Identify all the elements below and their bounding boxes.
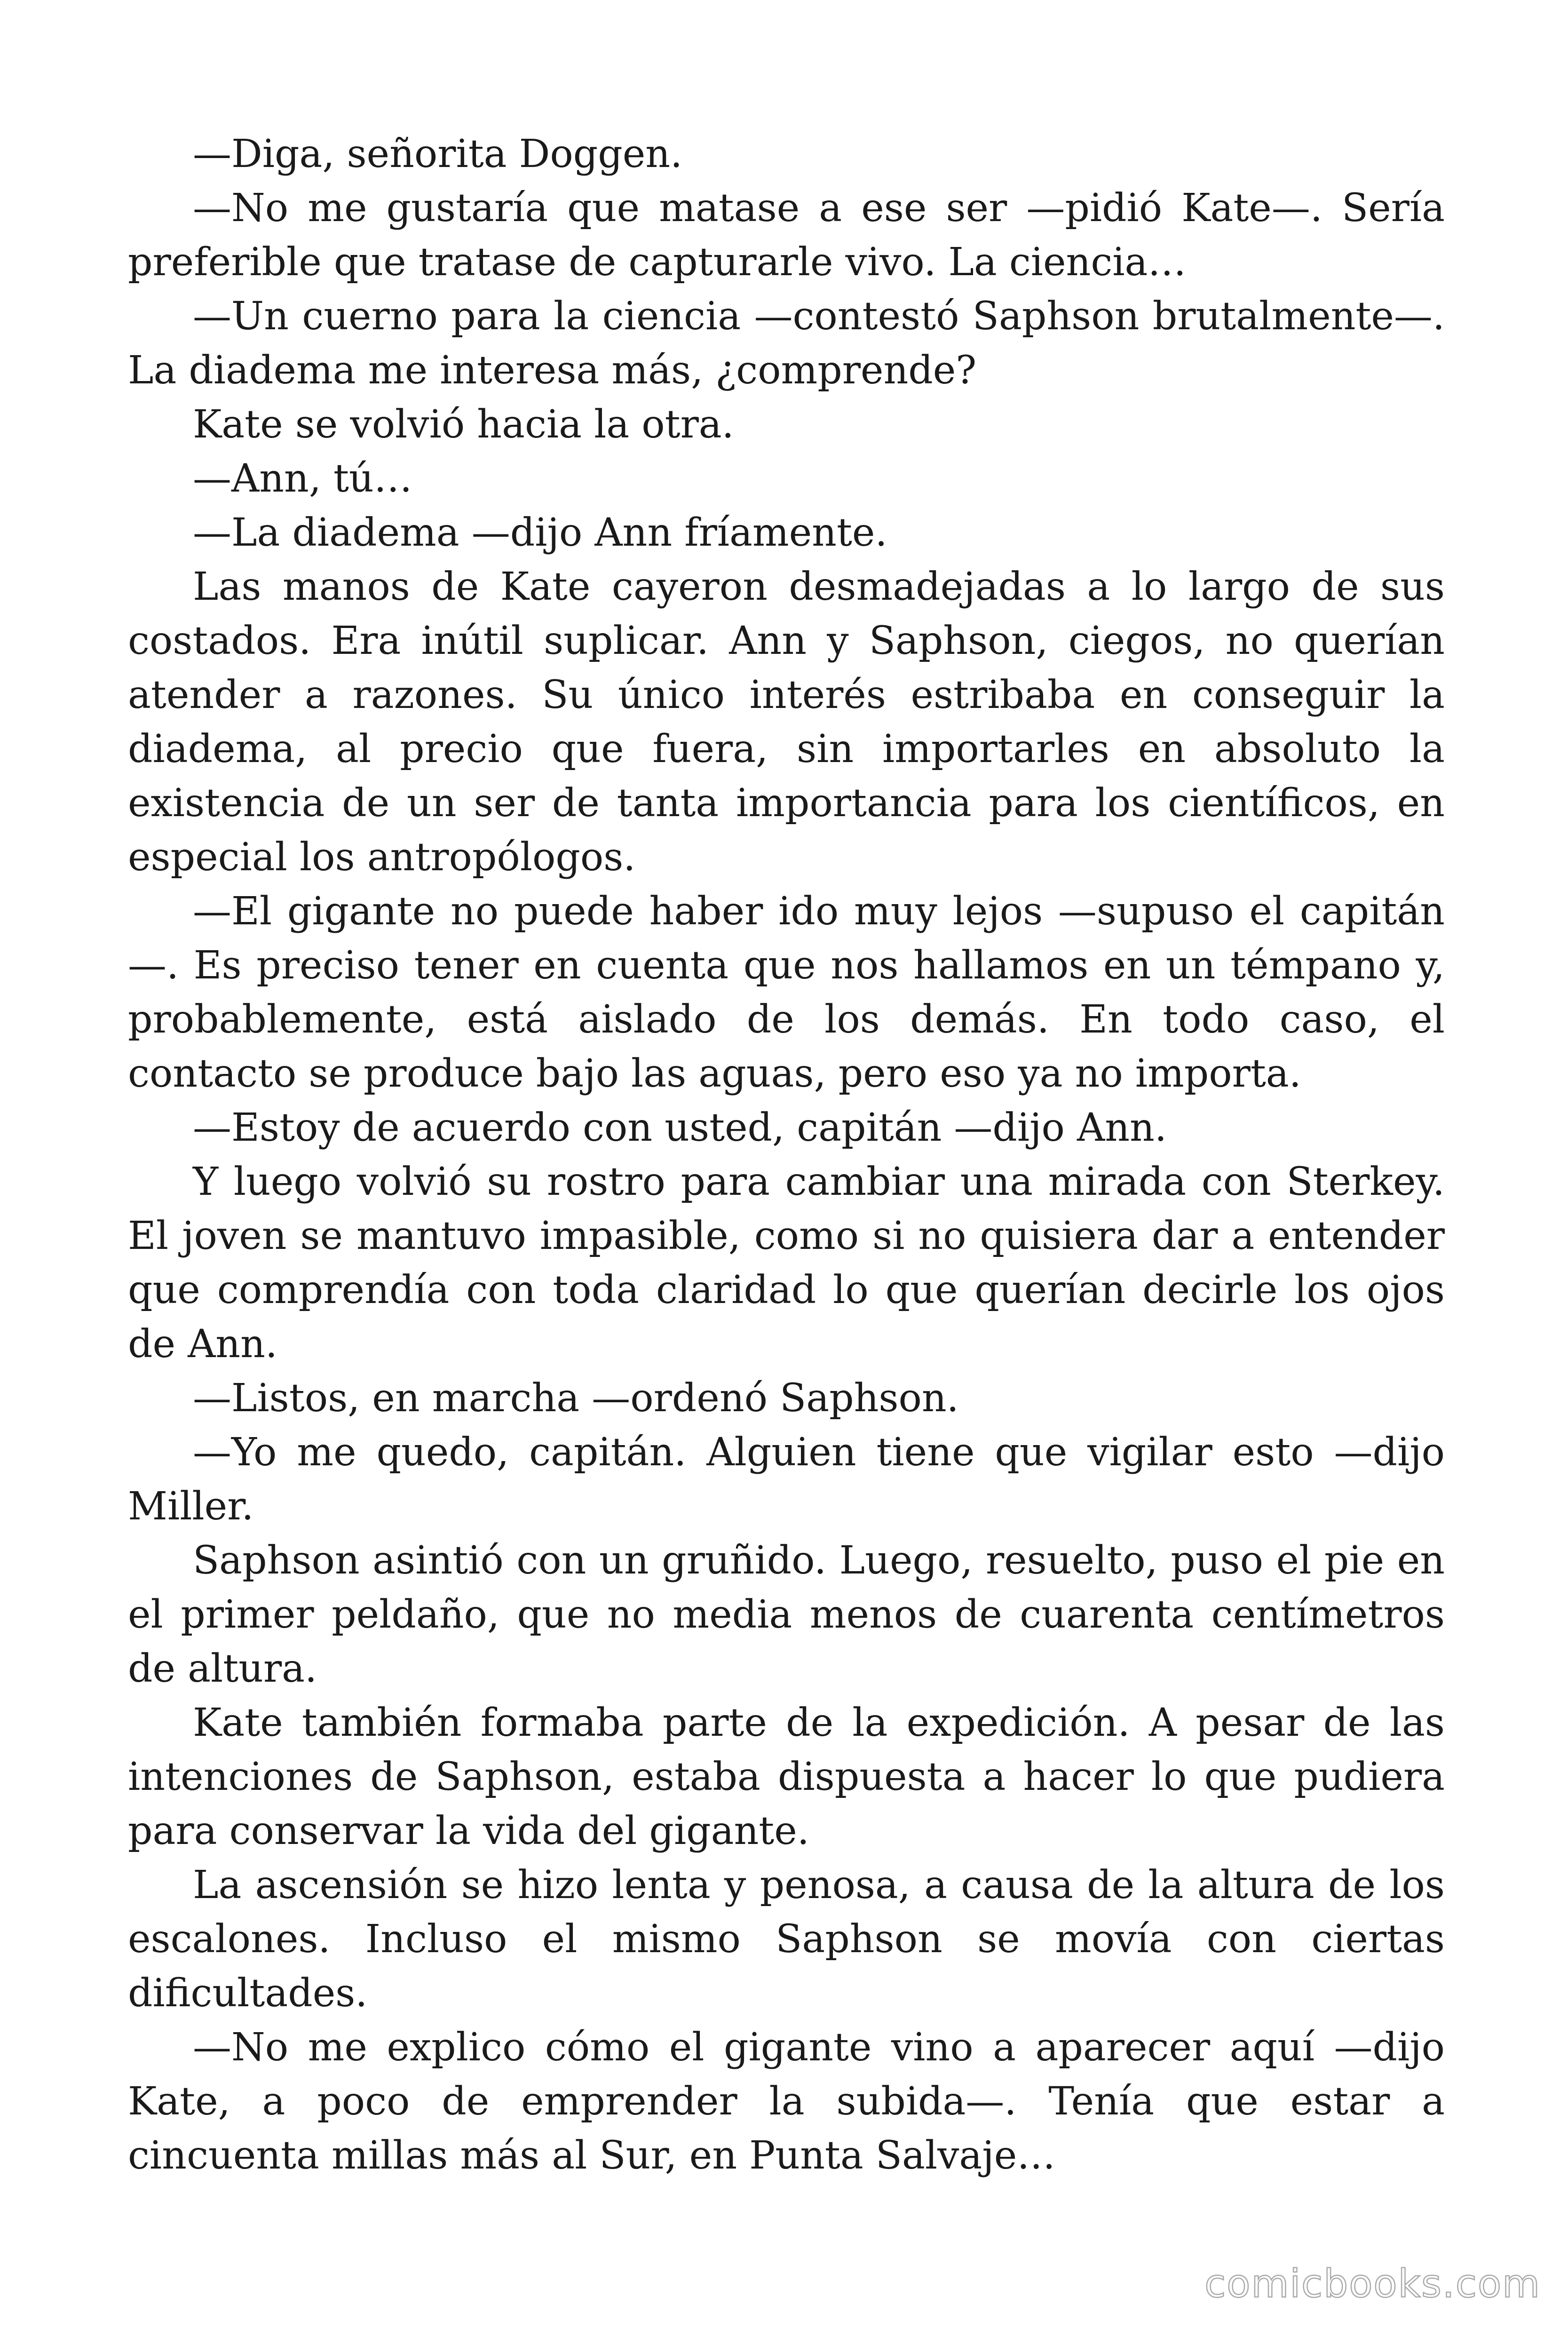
body-text: [128, 127, 1445, 2183]
watermark: comicbooks.com: [1204, 2262, 1541, 2306]
paragraph: —La diadema —dijo Ann fríamente.: [193, 510, 887, 555]
paragraph: —Ann, tú…: [193, 456, 412, 501]
paragraph: —Yo me quedo, capitán. Alguien tiene que vigilar esto —dijo Miller.: [128, 1430, 1445, 1529]
paragraph: La ascensión se hizo lenta y penosa, a causa de la altura de los escalones. Incluso el mismo Saphson se movía con ciertas dificultades.: [128, 1863, 1445, 2016]
paragraph: —No me gustaría que matase a ese ser —pidió Kate—. Sería preferible que tratase de capturarle vivo. La ciencia…: [128, 186, 1445, 285]
paragraph: Kate se volvió hacia la otra.: [193, 402, 734, 447]
paragraph: —Diga, señorita Doggen.: [193, 132, 683, 176]
paragraph: Las manos de Kate cayeron desmadejadas a lo largo de sus costados. Era inútil suplicar. Ann y Saphson, ciegos, no querían atender a razones. Su único interés estribaba en conseguir la diadema, al precio que fuera, sin importarles en absoluto la existencia de un ser de tanta importancia para los científicos, en especial los antropólogos.: [128, 564, 1445, 880]
paragraph: —El gigante no puede haber ido muy lejos —supuso el capitán —. Es preciso tener en cuenta que nos hallamos en un témpano y, probablemente, está aislado de los demás. En todo caso, el contacto se produce bajo las aguas, pero eso ya no importa.: [128, 889, 1445, 1096]
paragraph: Y luego volvió su rostro para cambiar una mirada con Sterkey. El joven se mantuvo impasible, como si no quisiera dar a entender que comprendía con toda claridad lo que querían decirle los ojos de Ann.: [128, 1160, 1445, 1367]
paragraph: —Estoy de acuerdo con usted, capitán —dijo Ann.: [193, 1105, 1167, 1150]
paragraph: —Un cuerno para la ciencia —contestó Saphson brutalmente—. La diadema me interesa más, ¿comprende?: [128, 294, 1445, 393]
paragraph: —No me explico cómo el gigante vino a aparecer aquí —dijo Kate, a poco de emprender la subida—. Tenía que estar a cincuenta millas más al Sur, en Punta Salvaje…: [128, 2025, 1445, 2178]
paragraph: Saphson asintió con un gruñido. Luego, resuelto, puso el pie en el primer peldaño, que no media menos de cuarenta centímetros de altura.: [128, 1538, 1445, 1691]
paragraph: —Listos, en marcha —ordenó Saphson.: [193, 1376, 959, 1421]
paragraph: Kate también formaba parte de la expedición. A pesar de las intenciones de Saphson, estaba dispuesta a hacer lo que pudiera para conservar la vida del gigante.: [128, 1700, 1445, 1853]
